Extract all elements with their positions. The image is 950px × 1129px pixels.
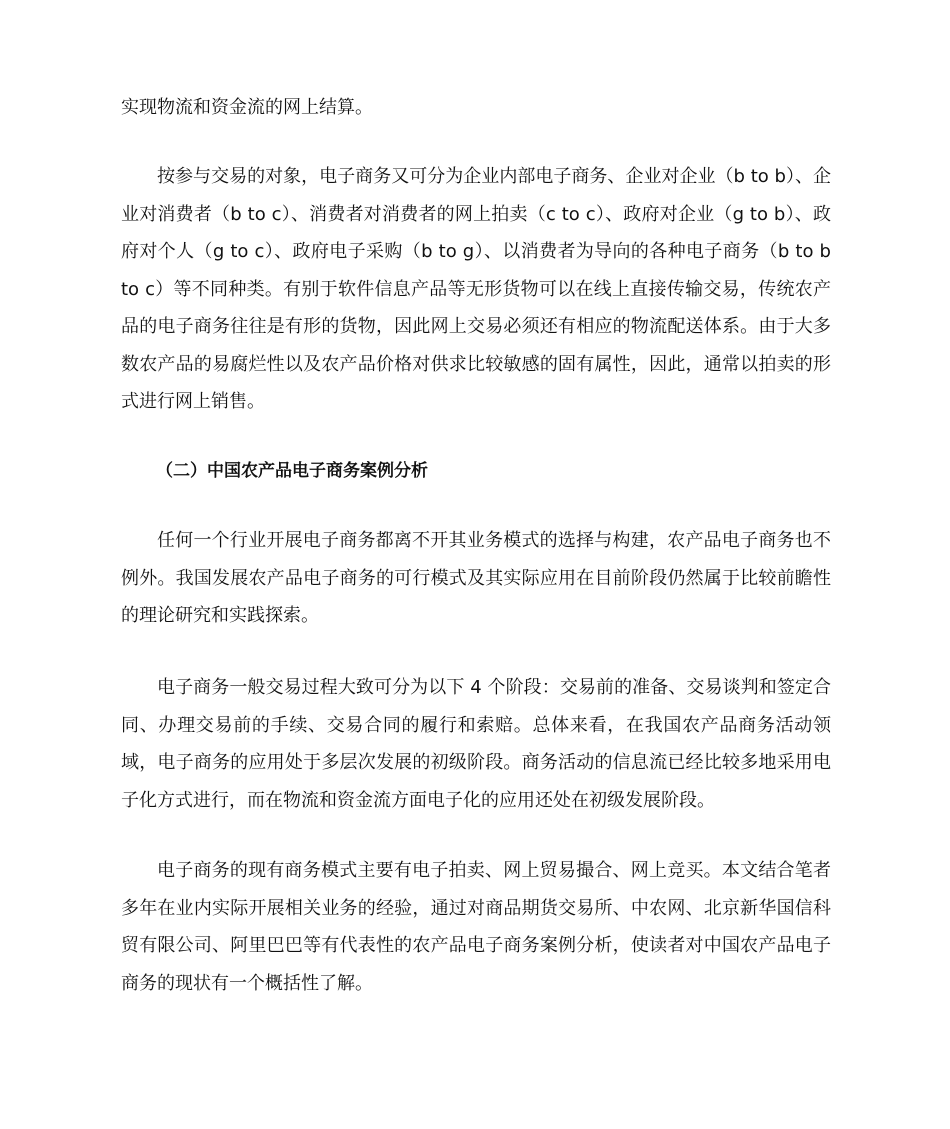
paragraph-transaction-stages: 电子商务一般交易过程大致可分为以下 4 个阶段：交易前的准备、交易谈判和签定合同、办理交易前的手续、交易合同的履行和索赔。总体来看，在我国农产品商务活动领域，电子商务的应用处于多层次发展的初级阶段。商务活动的信息流已经比较多地采用电子化方式进行，而在物流和资金流方面电子化的应用还处在初级发展阶段。 [121, 677, 831, 811]
paragraph-transaction-types: 按参与交易的对象，电子商务又可分为企业内部电子商务、企业对企业（b to b）、企业对消费者（b to c）、消费者对消费者的网上拍卖（c to c）、政府对企业（g to b）、政府对个人（g to c）、政府电子采购（b to g）、以消费者为导向的各种电子商务（b to b to c）等不同种类。有别于软件信息产品等无形货物可以在线上直接传输交易，传统农产品的电子商务往往是有形的货物，因此网上交易必须还有相应的物流配送体系。由于大多数农产品的易腐烂性以及农产品价格对供求比较敏感的固有属性，因此，通常以拍卖的形式进行网上销售。 [121, 166, 831, 412]
paragraph-continuation: 实现物流和资金流的网上结算。 [121, 97, 373, 118]
paragraph-existing-models: 电子商务的现有商务模式主要有电子拍卖、网上贸易撮合、网上竞买。本文结合笔者多年在业内实际开展相关业务的经验，通过对商品期货交易所、中农网、北京新华国信科贸有限公司、阿里巴巴等有代表性的农产品电子商务案例分析，使读者对中国农产品电子商务的现状有一个概括性了解。 [121, 860, 831, 994]
section-heading: （二）中国农产品电子商务案例分析 [156, 461, 428, 481]
paragraph-business-models: 任何一个行业开展电子商务都离不开其业务模式的选择与构建，农产品电子商务也不例外。我国发展农产品电子商务的可行模式及其实际应用在目前阶段仍然属于比较前瞻性的理论研究和实践探索。 [121, 530, 831, 626]
